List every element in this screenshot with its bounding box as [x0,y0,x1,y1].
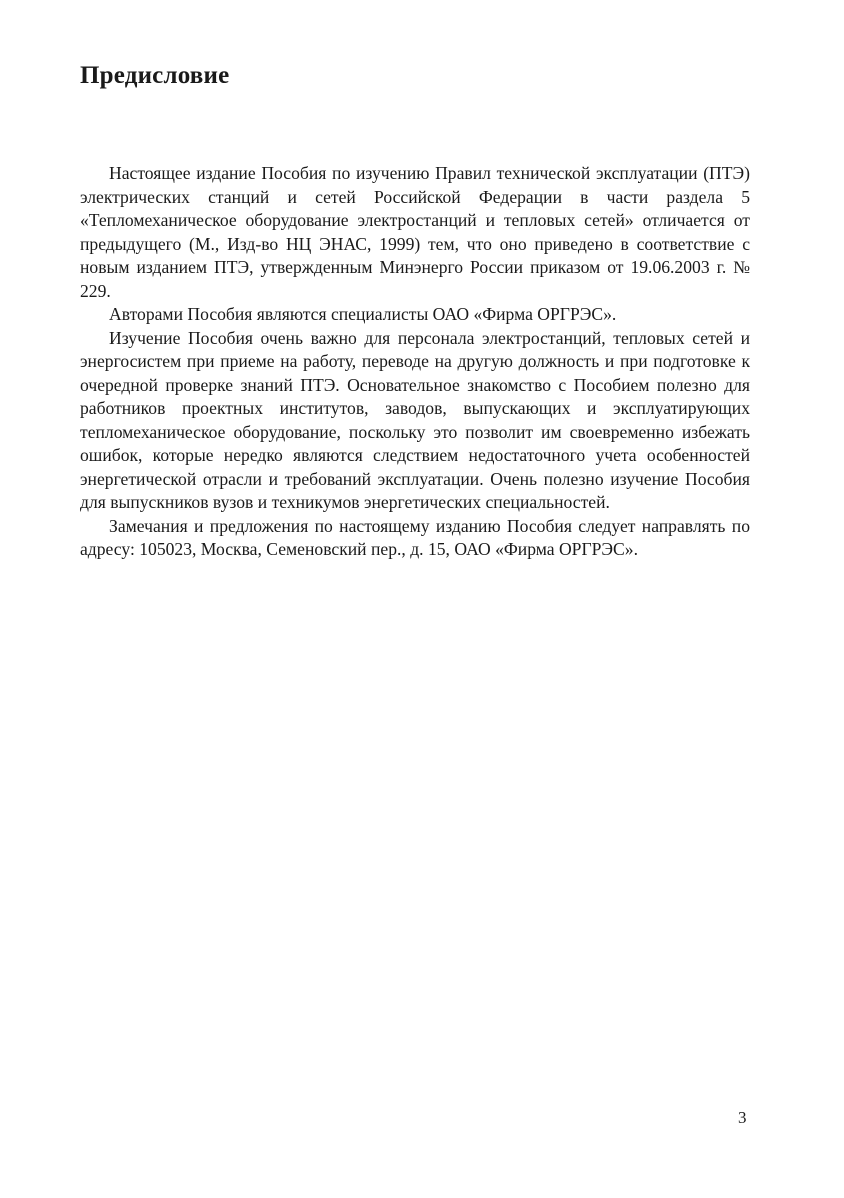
paragraph-edition-info: Настоящее издание Пособия по изучению Правил технической эксплуатации (ПТЭ) электрических станций и сетей Российской Федерации в части раздела 5 «Тепломеханическое оборудование электростанций и тепловых сетей» отличается от предыдущего (М., Изд-во НЦ ЭНАС, 1999) тем, что оно приведено в соответствие с новым изданием ПТЭ, утвержденным Минэнерго России приказом от 19.06.2003 г. № 229. [80,163,750,301]
page-number: 3 [738,1108,747,1127]
paragraph-authors: Авторами Пособия являются специалисты ОАО «Фирма ОРГРЭС». [109,304,617,324]
paragraph-importance: Изучение Пособия очень важно для персонала электростанций, тепловых сетей и энергосистем при приеме на работу, переводе на другую должность и при подготовке к очередной проверке знаний ПТЭ. Основательное знакомство с Пособием полезно для работников проектных институтов, заводов, выпускающих и эксплуатирующих тепломеханическое оборудование, поскольку это позволит им своевременно избежать ошибок, которые нередко являются следствием недостаточного учета особенностей энергетической отрасли и требований эксплуатации. Очень полезно изучение Пособия для выпускников вузов и техникумов энергетических специальностей. [80,327,750,512]
paragraph-feedback-address: Замечания и предложения по настоящему изданию Пособия следует направлять по адресу: 105023, Москва, Семеновский пер., д. 15, ОАО «Фирма ОРГРЭС». [80,515,750,559]
page-title: Предисловие [80,62,230,89]
preface-body [80,162,750,562]
